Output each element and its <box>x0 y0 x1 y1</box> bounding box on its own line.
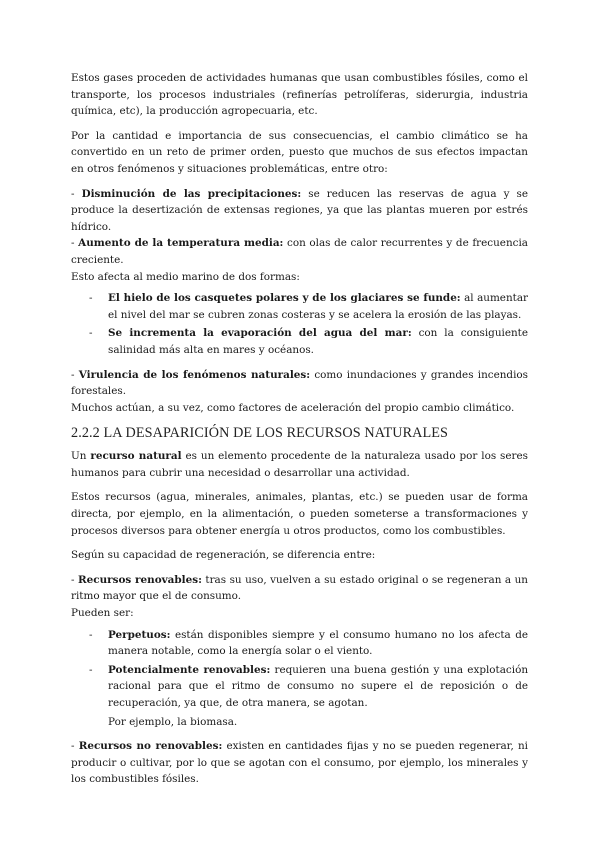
effect-title: Disminución de las precipitaciones: <box>81 187 302 200</box>
item-text: al aumentar el nivel del mar se cubren zonas costeras y se acelera la erosión de las playas. <box>108 292 528 321</box>
item-title: Se incrementa la evaporación del agua del mar: <box>108 327 412 340</box>
item-text: tras su uso, vuelven a su estado original o se regeneran a un ritmo mayor que el de consumo. <box>71 573 528 603</box>
dash-marker: - <box>71 187 75 200</box>
list-item <box>71 662 528 712</box>
dash-marker: - <box>71 573 75 586</box>
paragraph-climate-change: Por la cantidad e importancia de sus consecuencias, el cambio climático se ha convertido en un reto de primer orden, puesto que muchos de sus efectos impactan en otros fenómenos y situaciones problemáticas, entre otro: <box>71 129 528 175</box>
bullet-marker: - <box>89 292 93 305</box>
dash-marker: - <box>71 368 75 381</box>
effect-title: Virulencia de los fenómenos naturales: <box>78 368 311 381</box>
effect-text: como inundaciones y grandes incendios forestales. <box>71 368 528 398</box>
bullet-marker: - <box>89 663 93 676</box>
item-title: Recursos renovables: <box>78 573 202 586</box>
effect-precipitation <box>71 186 528 236</box>
item-title: Recursos no renovables: <box>78 740 223 753</box>
item-text: requieren una buena gestión y una explotación racional para que el ritmo de consumo no supere el de reposición o de recuperación, ya que, de otra manera, se agotan. <box>108 663 529 709</box>
bullet-marker: - <box>89 327 93 340</box>
item-title: Potencialmente renovables: <box>108 663 271 676</box>
paragraph-regeneration: Según su capacidad de regeneración, se diferencia entre: <box>71 549 376 562</box>
dash-marker: - <box>71 740 75 753</box>
document-body <box>71 70 528 788</box>
effect-virulence <box>71 367 528 400</box>
effect-text: se reducen las reservas de agua y se produce la desertización de extensas regiones, ya que las plantas mueren por estrés hídrico. <box>71 187 528 233</box>
paragraph-acceleration: Muchos actúan, a su vez, como factores de aceleración del propio cambio climático. <box>71 401 515 414</box>
definition-term: recurso natural <box>90 450 182 463</box>
dash-marker: - <box>71 237 75 250</box>
item-text: existen en cantidades fijas y no se pueden regenerar, ni producir o cultivar, por lo que se agotan con el consumo, por ejemplo, los minerales y los combustibles fósiles. <box>71 740 528 786</box>
paragraph-resource-uses: Estos recursos (agua, minerales, animales, plantas, etc.) se pueden usar de forma directa, por ejemplo, en la alimentación, o pueden someterse a transformaciones y procesos diversos para obtener energía u otros productos, como los combustibles. <box>71 491 528 537</box>
definition-text: es un elemento procedente de la naturaleza usado por los seres humanos para cubrir una necesidad o desarrollar una actividad. <box>71 450 528 479</box>
marine-effects-list <box>71 290 528 358</box>
can-be-label: Pueden ser: <box>71 607 134 620</box>
item-text: están disponibles siempre y el consumo humano no los afecta de manera notable, como la energía solar o el viento. <box>108 628 528 658</box>
example-biomass: Por ejemplo, la biomasa. <box>108 715 238 728</box>
bullet-marker: - <box>89 628 93 641</box>
paragraph-gas-sources: Estos gases proceden de actividades humanas que usan combustibles fósiles, como el transporte, los procesos industriales (refinerías petrolíferas, siderurgia, industria química, etc), la producción agropecuaria, etc. <box>71 72 528 118</box>
list-item <box>71 290 528 323</box>
effect-temperature <box>71 235 528 268</box>
item-title: Perpetuos: <box>108 628 171 641</box>
list-item <box>71 325 528 358</box>
effect-title: Aumento de la temperatura media: <box>78 237 284 250</box>
renewable-resources <box>71 572 528 605</box>
renewable-types-list <box>71 627 528 712</box>
nonrenewable-resources <box>71 738 528 788</box>
marine-intro: Esto afecta al medio marino de dos formas: <box>71 270 300 283</box>
section-heading: 2.2.2 LA DESAPARICIÓN DE LOS RECURSOS NATURALES <box>71 425 449 442</box>
effect-text: con olas de calor recurrentes y de frecuencia creciente. <box>71 237 528 266</box>
definition-prefix: Un <box>71 450 91 463</box>
item-title: El hielo de los casquetes polares y de los glaciares se funde: <box>108 292 461 305</box>
paragraph-resource-definition <box>71 448 528 481</box>
item-text: con la consiguiente salinidad más alta en mares y océanos. <box>108 327 528 356</box>
list-item <box>71 627 528 660</box>
